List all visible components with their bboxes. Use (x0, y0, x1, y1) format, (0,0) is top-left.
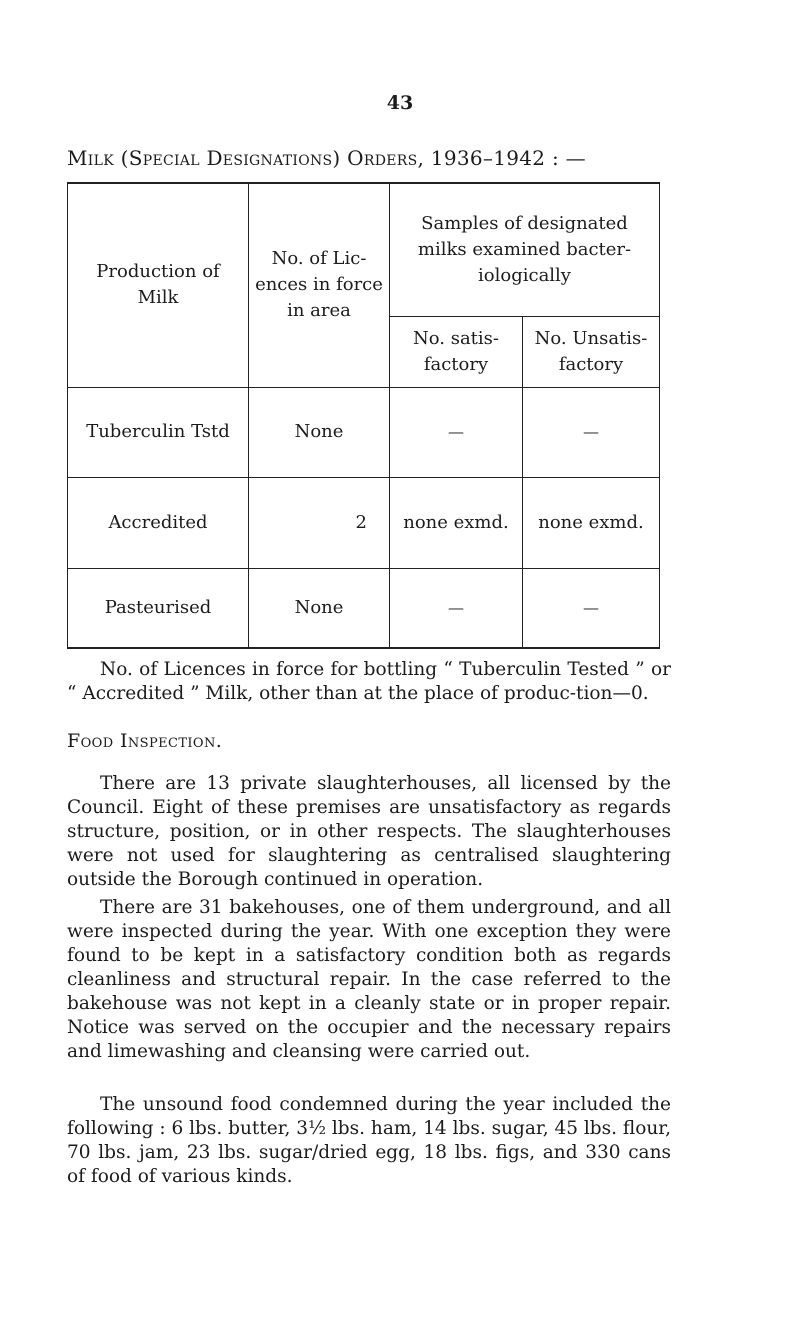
table-row (68, 568, 660, 648)
row-unsatisfactory: — (523, 568, 660, 648)
header-production: Production of Milk (68, 183, 249, 387)
slaughterhouses-paragraph: There are 13 private slaughterhouses, all licensed by the Council. Eight of these premises are unsatisfactory as regards structure, position, or in other respects. The slaughterhouses were not used for slaughtering as centralised slaughtering outside the Borough continued in operation. (67, 773, 671, 890)
row-licences: None (249, 387, 390, 477)
table-row (68, 477, 660, 568)
page-number: 43 (386, 92, 414, 114)
header-samples: Samples of designated milks examined bacter-iologically (390, 183, 660, 316)
table-row (68, 387, 660, 477)
row-production: Accredited (68, 477, 249, 568)
milk-designations-table (67, 182, 660, 649)
row-production: Pasteurised (68, 568, 249, 648)
header-licences: No. of Lic-ences in force in area (249, 183, 390, 387)
row-production: Tuberculin Tstd (68, 387, 249, 477)
row-unsatisfactory: — (523, 387, 660, 477)
header-unsatisfactory: No. Unsatis-factory (523, 316, 660, 387)
row-licences: 2 (249, 477, 390, 568)
licences-note: No. of Licences in force for bottling “ Tuberculin Tested ” or “ Accredited ” Milk, other than at the place of produc-tion—0. (67, 659, 671, 704)
row-satisfactory: — (390, 387, 523, 477)
food-inspection-title: Food Inspection. (67, 730, 223, 752)
page-heading: Milk (Special Designations) Orders, 1936–1942 : — (67, 146, 586, 170)
unsound-food-paragraph: The unsound food condemned during the year included the following : 6 lbs. butter, 3½ lbs. ham, 14 lbs. sugar, 45 lbs. flour, 70 lbs. jam, 23 lbs. sugar/dried egg, 18 lbs. figs, and 330 cans of food of various kinds. (67, 1094, 671, 1187)
row-unsatisfactory: none exmd. (523, 477, 660, 568)
row-satisfactory: — (390, 568, 523, 648)
bakehouses-paragraph: There are 31 bakehouses, one of them underground, and all were inspected during the year. With one exception they were found to be kept in a satisfactory condition both as regards cleanliness and structural repair. In the case referred to the bakehouse was not kept in a cleanly state or in proper repair. Notice was served on the occupier and the necessary repairs and limewashing and cleansing were carried out. (67, 897, 671, 1062)
row-licences: None (249, 568, 390, 648)
row-satisfactory: none exmd. (390, 477, 523, 568)
header-satisfactory: No. satis-factory (390, 316, 523, 387)
